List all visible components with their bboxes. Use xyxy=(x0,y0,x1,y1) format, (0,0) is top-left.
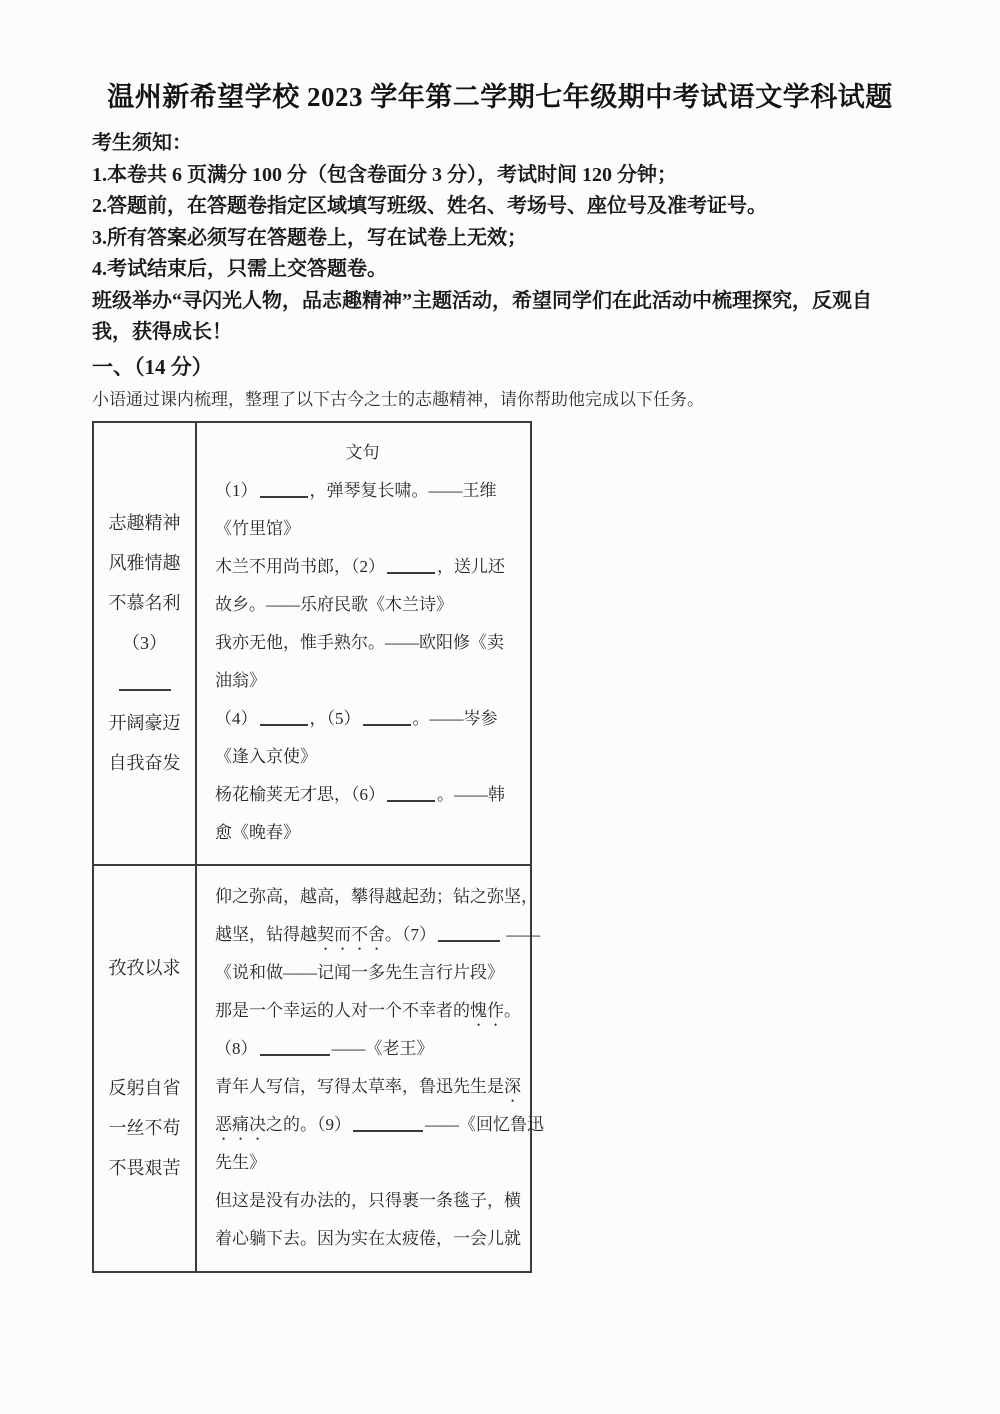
table-line: 油翁》 xyxy=(215,671,266,690)
answer-blank xyxy=(260,708,308,726)
table-cell-quotes-row2 xyxy=(196,865,544,1272)
table-line: 文句 xyxy=(345,443,380,462)
notice-item-2: 2.答题前，在答题卷指定区域填写班级、姓名、考场号、座位号及准考证号。 xyxy=(92,195,767,217)
activity-paragraph: 班级举办“寻闪光人物，品志趣精神”主题活动，希望同学们在此活动中梳理探究，反观自我，获得成长！ xyxy=(92,289,872,343)
table-line: 木兰不用尚书郎，（2） ，送儿还 xyxy=(215,557,505,576)
table-line xyxy=(96,1028,193,1068)
table-line: 那是一个幸运的人对一个不幸者的愧作。 xyxy=(215,1001,521,1020)
table-cell-spirit-row2 xyxy=(93,865,196,1272)
table-line: 不慕名利 xyxy=(108,593,181,613)
table-line: 《逢入京使》 xyxy=(215,747,317,766)
answer-blank xyxy=(387,556,435,574)
answer-blank xyxy=(260,480,308,498)
table-line: （8） ——《老王》 xyxy=(215,1039,434,1058)
table-line: 开阔豪迈 xyxy=(108,713,181,733)
table-line: 但这是没有办法的，只得裹一条毯子，横 xyxy=(215,1191,521,1210)
table-line: 恶痛决之的。（9） ——《回忆鲁迅 xyxy=(215,1115,544,1134)
table-line: 青年人写信，写得太草率，鲁迅先生是深 xyxy=(215,1077,521,1096)
table-line: 孜孜以求 xyxy=(108,958,181,978)
table-line: （3） xyxy=(122,633,167,653)
table-line: 反躬自省 xyxy=(108,1078,181,1098)
table-row xyxy=(93,865,531,1272)
table-line: 《竹里馆》 xyxy=(215,519,300,538)
table-line: 一丝不苟 xyxy=(108,1118,181,1138)
emphasized-text: 深 xyxy=(504,1077,521,1096)
table-line: 愈《晚春》 xyxy=(215,823,300,842)
table-line: 先生》 xyxy=(215,1153,266,1172)
table-line: 我亦无他，惟手熟尔。——欧阳修《卖 xyxy=(215,633,504,652)
notice-item-3: 3.所有答案必须写在答题卷上，写在试卷上无效； xyxy=(92,226,527,249)
table-line: 志趣精神 xyxy=(108,513,181,533)
answer-blank xyxy=(260,1038,330,1056)
emphasized-text: 恶痛决 xyxy=(215,1115,266,1134)
notice-section xyxy=(92,128,908,349)
table-line: 着心躺下去。因为实在太疲倦，一会儿就 xyxy=(215,1229,521,1248)
answer-blank xyxy=(363,708,411,726)
table-line: 自我奋发 xyxy=(108,753,181,773)
table-row xyxy=(93,422,531,865)
notice-item-4: 4.考试结束后，只需上交答题卷。 xyxy=(92,258,387,280)
table-cell-spirit-row1 xyxy=(93,422,196,865)
table-cell-quotes-row1 xyxy=(196,422,531,865)
table-line: 《说和做——记闻一多先生言行片段》 xyxy=(215,963,504,982)
page-title: 温州新希望学校 2023 学年第二学期七年级期中考试语文学科试题 xyxy=(107,82,893,112)
answer-blank xyxy=(387,784,435,802)
table-line: 故乡。——乐府民歌《木兰诗》 xyxy=(215,595,453,614)
table-line: （4） ，（5） 。——岑参 xyxy=(215,709,498,728)
table-line: 杨花榆荚无才思，（6） 。——韩 xyxy=(215,785,505,804)
answer-blank xyxy=(119,672,171,691)
task-table xyxy=(92,421,544,1273)
answer-blank xyxy=(438,924,500,942)
notice-heading: 考生须知： xyxy=(92,132,192,154)
section-1-intro: 小语通过课内梳理，整理了以下古今之士的志趣精神，请你帮助他完成以下任务。 xyxy=(92,389,704,409)
notice-item-1: 1.本卷共 6 页满分 100 分（包含卷面分 3 分），考试时间 120 分钟； xyxy=(92,163,677,186)
table-line xyxy=(96,663,193,703)
table-line: （1） ，弹琴复长啸。——王维 xyxy=(215,481,497,500)
section-1-heading: 一、（14 分） xyxy=(92,354,213,379)
table-line: 越坚，钻得越契而不舍。（7） —— xyxy=(215,925,541,944)
table-line: 风雅情趣 xyxy=(108,553,181,573)
emphasized-text: 愧作 xyxy=(470,1001,504,1020)
table-line: 不畏艰苦 xyxy=(108,1158,181,1178)
answer-blank xyxy=(353,1114,423,1132)
table-line: 仰之弥高，越高，攀得越起劲；钻之弥坚， xyxy=(215,887,538,906)
emphasized-text: 契而不舍 xyxy=(317,925,385,944)
table-line xyxy=(96,988,193,1028)
